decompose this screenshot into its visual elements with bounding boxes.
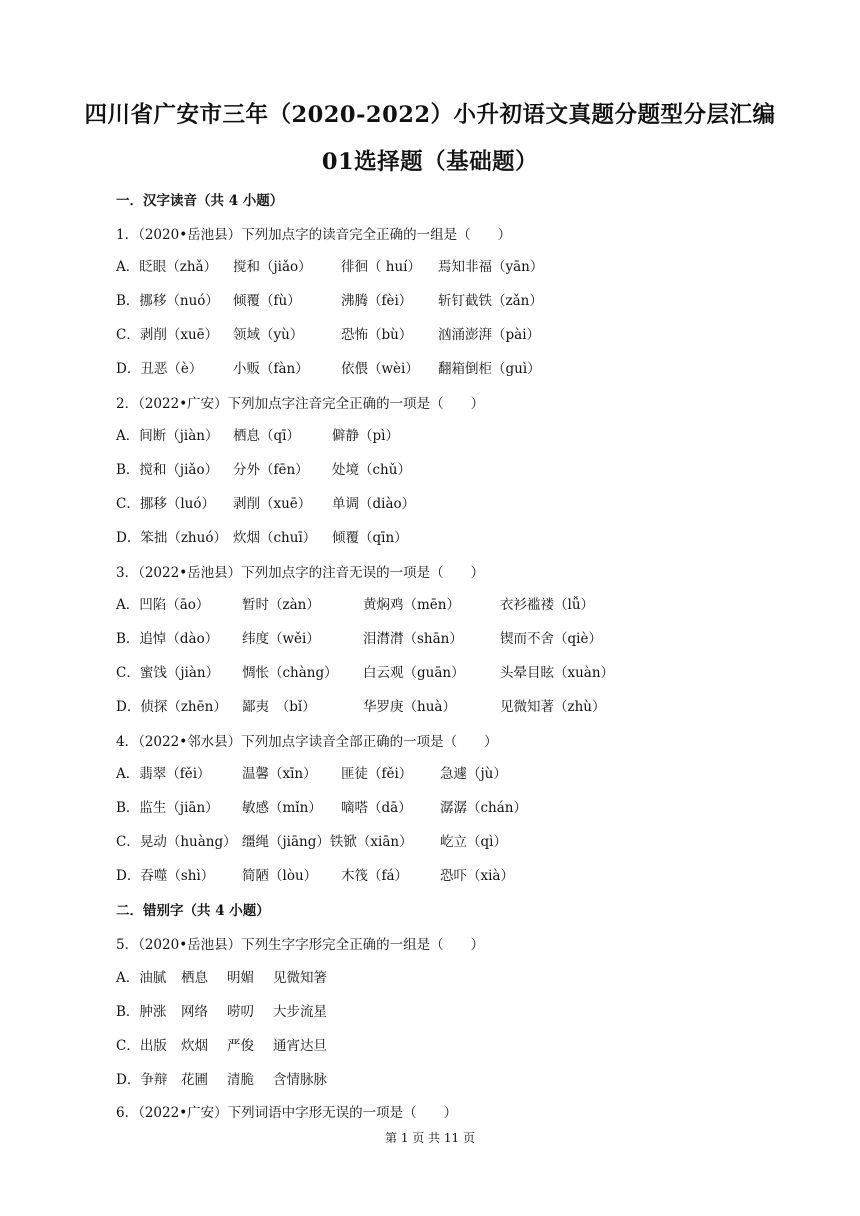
page-footer: 第 1 页 共 11 页 (385, 1131, 475, 1145)
option-term: C．晃动（huàng） (116, 834, 237, 850)
option-term: 炊烟 (181, 1038, 208, 1054)
option-term: 汹涌澎湃（pài） (438, 327, 541, 343)
document-title-line2: 01选择题（基础题） (321, 149, 539, 175)
option-term: 处境（chǔ） (332, 462, 411, 478)
option-term: 小贩（fàn） (233, 361, 309, 377)
option-term: 僻静（pì） (332, 428, 399, 444)
option-term: 纬度（wěi） (242, 631, 320, 647)
question-3-stem: 3．（2022•岳池县）下列加点字的注音无误的一项是（ ） (116, 565, 485, 581)
section-heading-pronunciation: 一．汉字读音（共 4 小题） (116, 193, 284, 209)
option-term: D．笨拙（zhuó） (116, 530, 227, 546)
option-term: 鄙夷 （bǐ） (242, 699, 316, 715)
option-term: 唠叨 (227, 1004, 254, 1020)
option-term: 搅和（jiǎo） (233, 259, 312, 275)
option-term: 温馨（xīn） (242, 766, 317, 782)
option-term: 匪徒（fěi） (341, 766, 413, 782)
option-term: 恐吓（xià） (440, 868, 514, 884)
option-term: 网络 (181, 1004, 208, 1020)
option-term: 木筏（fá） (341, 868, 409, 884)
question-4-stem: 4．（2022•邻水县）下列加点字读音全部正确的一项是（ ） (116, 734, 498, 750)
question-5-stem: 5．（2020•岳池县）下列生字字形完全正确的一组是（ ） (116, 937, 485, 953)
option-term: 翻箱倒柜（guì） (438, 361, 541, 377)
option-term: 花圃 (181, 1072, 208, 1088)
option-term: 暂时（zàn） (242, 597, 320, 613)
option-term: 依偎（wèi） (341, 361, 419, 377)
option-term: 泪潸潸（shān） (363, 631, 463, 647)
option-term: 沸腾（fèi） (341, 293, 413, 309)
option-term: 嘀嗒（dā） (341, 800, 412, 816)
option-term: C．出版 (116, 1038, 167, 1054)
option-term: 斩钉截铁（zǎn） (438, 293, 543, 309)
option-term: 明媚 (227, 970, 254, 986)
question-6-stem: 6．（2022•广安）下列词语中字形无误的一项是（ ） (116, 1105, 458, 1121)
option-term: D．吞噬（shì） (116, 868, 215, 884)
option-term: 见微知箸 (273, 970, 327, 986)
option-term: D．侦探（zhēn） (116, 699, 227, 715)
option-term: C．蜜饯（jiàn） (116, 665, 220, 681)
option-term: A．凹陷（āo） (116, 597, 210, 613)
option-term: 敏感（mǐn） (242, 800, 322, 816)
option-term: 急遽（jù） (440, 766, 507, 782)
option-term: 衣衫褴褛（lǚ） (500, 597, 595, 613)
option-term: D．丑恶（è） (116, 361, 203, 377)
option-term: 恐怖（bù） (341, 327, 413, 343)
option-term: C．挪移（luó） (116, 496, 215, 512)
question-2-stem: 2．（2022•广安）下列加点字注音完全正确的一项是（ ） (116, 396, 485, 412)
option-term: 大步流星 (273, 1004, 327, 1020)
option-term: 屹立（qì） (440, 834, 507, 850)
option-term: D．争辩 (116, 1072, 168, 1088)
option-term: B．搅和（jiǎo） (116, 462, 219, 478)
option-term: 倾覆（qīn） (332, 530, 408, 546)
option-term: 含情脉脉 (273, 1072, 327, 1088)
option-term: 栖息 (181, 970, 208, 986)
option-term: A．间断（jiàn） (116, 428, 219, 444)
option-term: 单调（diào） (332, 496, 416, 512)
option-term: B．监生（jiān） (116, 800, 219, 816)
option-term: 简陋（lòu） (242, 868, 318, 884)
option-term: 通宵达旦 (273, 1038, 327, 1054)
option-term: 严俊 (227, 1038, 254, 1054)
option-term: C．剥削（xuē） (116, 327, 219, 343)
question-1-stem: 1．（2020•岳池县）下列加点字的读音完全正确的一组是（ ） (116, 227, 512, 243)
option-term: A．翡翠（fěi） (116, 766, 211, 782)
option-term: 见微知著（zhù） (500, 699, 606, 715)
option-term: 领域（yù） (233, 327, 304, 343)
option-term: 清脆 (227, 1072, 254, 1088)
option-term: 潺潺（chán） (440, 800, 527, 816)
option-term: 白云观（guān） (363, 665, 465, 681)
option-term: 分外（fēn） (233, 462, 309, 478)
option-term: B．肿涨 (116, 1004, 167, 1020)
option-term: 惆怅（chàng） (242, 665, 338, 681)
section-heading-typos: 二．错别字（共 4 小题） (116, 903, 270, 919)
option-term: 华罗庚（huà） (363, 699, 456, 715)
option-term: 炊烟（chuī） (233, 530, 317, 546)
option-term: A．油腻 (116, 970, 167, 986)
option-term: B．追悼（dào） (116, 631, 219, 647)
option-term: 缰绳（jiāng）铁锨（xiān） (242, 834, 413, 850)
option-term: A．眨眼（zhǎ） (116, 259, 218, 275)
option-term: B．挪移（nuó） (116, 293, 219, 309)
option-term: 头晕目眩（xuàn） (500, 665, 615, 681)
option-term: 剥削（xuē） (233, 496, 312, 512)
document-title-line1: 四川省广安市三年（2020-2022）小升初语文真题分题型分层汇编 (84, 102, 776, 128)
option-term: 栖息（qī） (233, 428, 300, 444)
option-term: 徘徊（ huí） (341, 259, 421, 275)
option-term: 黄焖鸡（mēn） (363, 597, 460, 613)
option-term: 焉知非福（yān） (438, 259, 544, 275)
option-term: 倾覆（fù） (233, 293, 301, 309)
option-term: 锲而不舍（qiè） (500, 631, 602, 647)
